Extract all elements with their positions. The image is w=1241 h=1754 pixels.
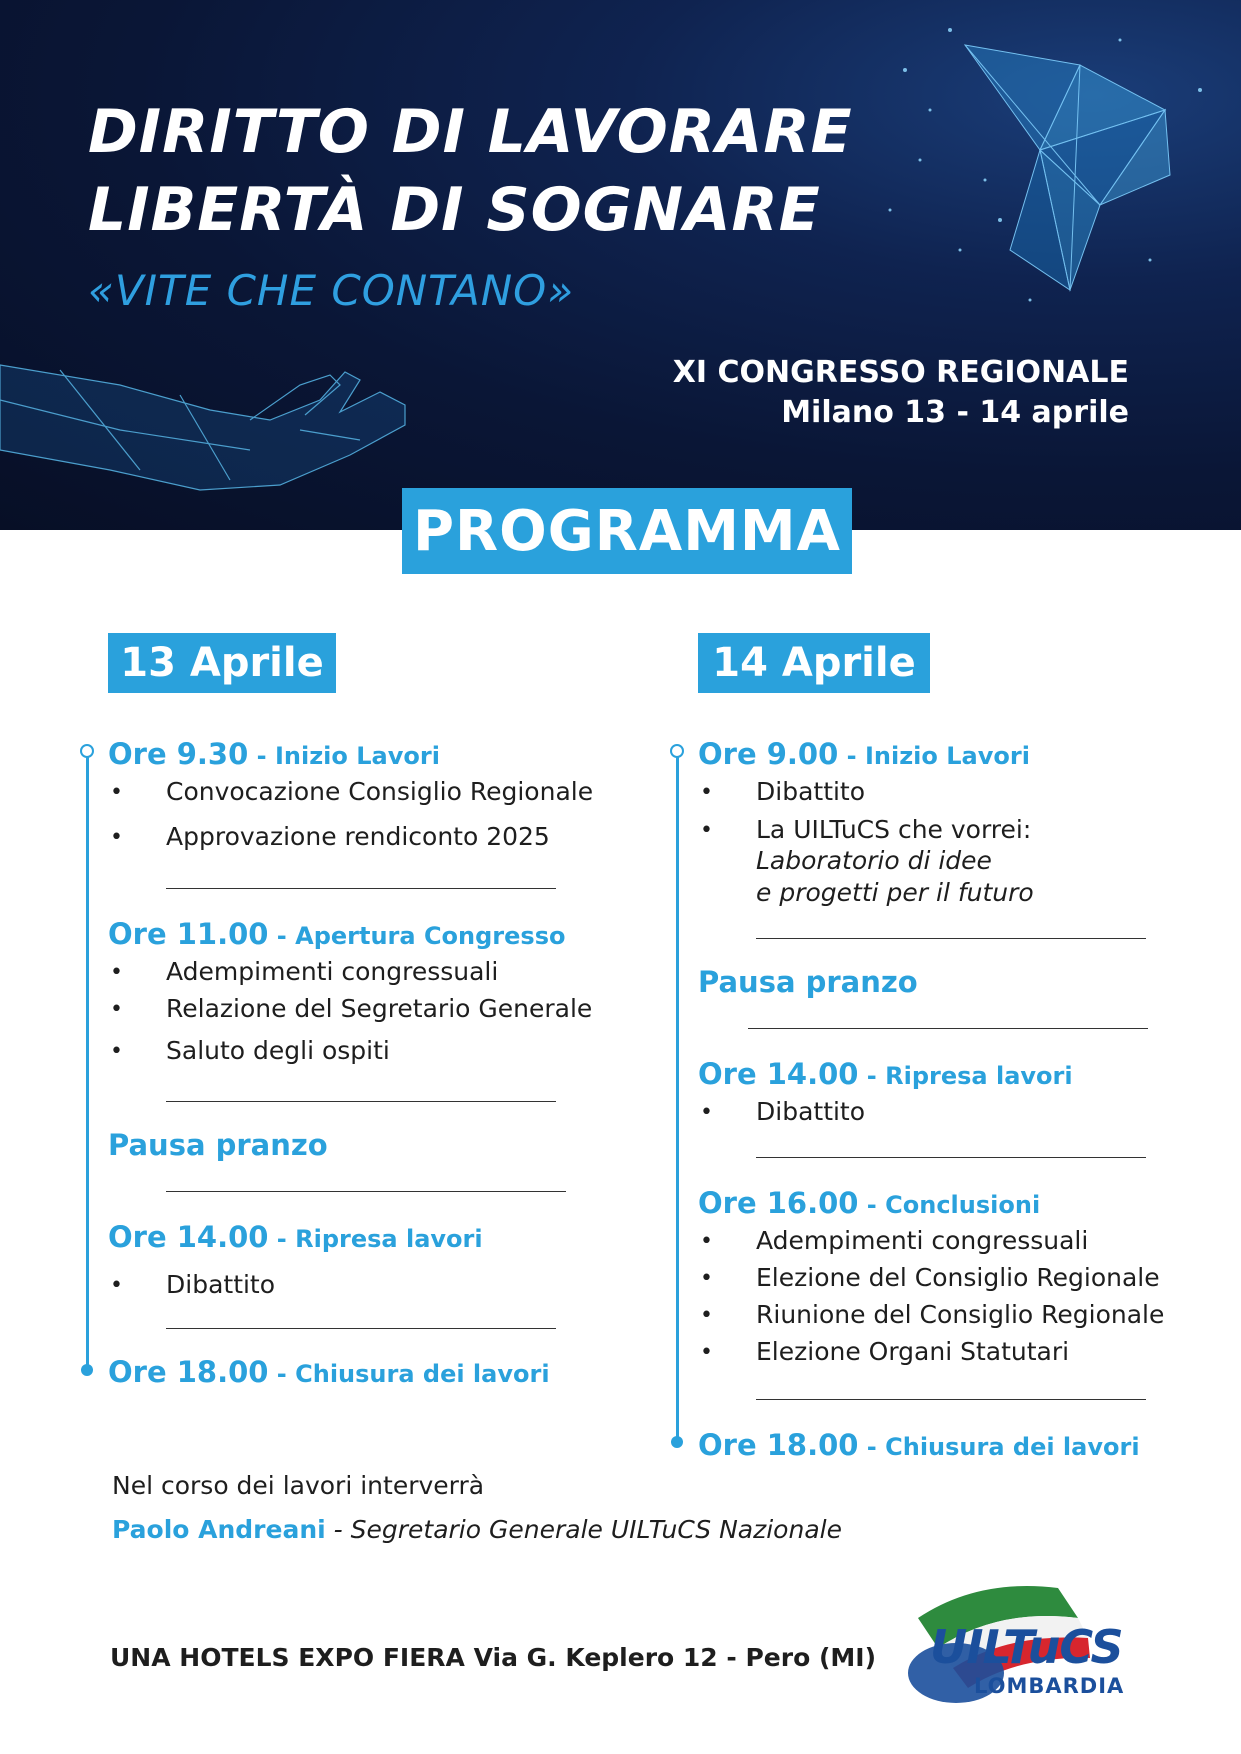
list-item: Elezione Organi Statutari [756,1337,1070,1366]
day2-header: 14 Aprile [698,633,930,693]
day2-slot-1: Ore 9.00 - Inizio Lavori [698,737,1030,771]
divider [748,1028,1148,1029]
day2-slot-4: Ore 18.00 - Chiusura dei lavori [698,1428,1140,1462]
list-item: Relazione del Segretario Generale [166,994,593,1023]
day2-slot-2: Ore 14.00 - Ripresa lavori [698,1057,1073,1091]
slot-time: Ore 16.00 [698,1186,859,1220]
speaker-name: Paolo Andreani [112,1515,326,1544]
hero-banner [0,0,1241,530]
list-item: La UILTuCS che vorrei: [756,815,1032,844]
divider [166,1101,556,1102]
title-line-2: LIBERTÀ DI SOGNARE [88,175,821,245]
day1-slot-2: Ore 11.00 - Apertura Congresso [108,917,566,951]
list-item: Dibattito [756,777,866,806]
list-item: Convocazione Consiglio Regionale [166,777,594,806]
subtitle: «VITE CHE CONTANO» [88,266,575,315]
congress-date: Milano 13 - 14 aprile [781,395,1129,430]
divider [166,1191,566,1192]
slot-label: Conclusioni [885,1191,1041,1219]
speaker-role: - Segretario Generale UILTuCS Nazionale [325,1515,842,1544]
slot-time: Ore 18.00 [698,1428,859,1462]
slot-label: Ripresa lavori [885,1062,1073,1090]
logo-region: LOMBARDIA [974,1674,1125,1698]
divider [756,1399,1146,1400]
slot-time: Ore 9.30 [108,737,249,771]
list-item: Adempimenti congressuali [756,1226,1089,1255]
venue-address: UNA HOTELS EXPO FIERA Via G. Keplero 12 - Pero (MI) [110,1643,876,1672]
divider [166,1328,556,1329]
day1-header: 13 Aprile [108,633,336,693]
list-item: Dibattito [756,1097,866,1126]
slot-time: Ore 9.00 [698,737,839,771]
list-item: Adempimenti congressuali [166,957,499,986]
day1-lunch-break: Pausa pranzo [108,1128,328,1162]
list-item-continuation: e progetti per il futuro [756,878,1034,907]
day2-timeline [676,754,679,1438]
congress-info [673,353,1129,433]
programma-banner: PROGRAMMA [402,488,852,574]
list-item: Elezione del Consiglio Regionale [756,1263,1160,1292]
slot-label: Inizio Lavori [864,742,1030,770]
slot-time: Ore 14.00 [108,1220,269,1254]
slot-label: Inizio Lavori [274,742,440,770]
list-item: Riunione del Consiglio Regionale [756,1300,1165,1329]
slot-label: Chiusura dei lavori [885,1433,1140,1461]
day2-slot-3: Ore 16.00 - Conclusioni [698,1186,1041,1220]
hand-icon [0,365,405,490]
divider [756,938,1146,939]
day1-slot-1: Ore 9.30 - Inizio Lavori [108,737,440,771]
logo-wordmark: UILTuCS [930,1620,1123,1674]
congress-title: XI CONGRESSO REGIONALE [672,355,1129,390]
speaker-note: Nel corso dei lavori interverrà [112,1471,485,1500]
title-line-1: DIRITTO DI LAVORARE [88,97,853,167]
day2-lunch-break: Pausa pranzo [698,965,918,999]
day1-timeline-end [81,1364,93,1376]
list-item: Approvazione rendiconto 2025 [166,822,550,851]
day1-slot-3: Ore 14.00 - Ripresa lavori [108,1220,483,1254]
slot-time: Ore 11.00 [108,917,269,951]
divider [756,1157,1146,1158]
day2-timeline-start [670,744,684,758]
slot-label: Apertura Congresso [295,922,566,950]
list-item: Saluto degli ospiti [166,1036,390,1065]
origami-dove-icon [965,45,1170,290]
list-item-continuation: Laboratorio di idee [756,846,992,875]
slot-time: Ore 18.00 [108,1355,269,1389]
day1-timeline [86,754,89,1366]
slot-time: Ore 14.00 [698,1057,859,1091]
slot-label: Chiusura dei lavori [295,1360,550,1388]
day1-timeline-start [80,744,94,758]
slot-label: Ripresa lavori [295,1225,483,1253]
divider [166,888,556,889]
list-item: Dibattito [166,1270,276,1299]
speaker-line [112,1515,842,1544]
hero-decoration [0,0,1241,530]
day1-slot-4: Ore 18.00 - Chiusura dei lavori [108,1355,550,1389]
day2-timeline-end [671,1436,683,1448]
